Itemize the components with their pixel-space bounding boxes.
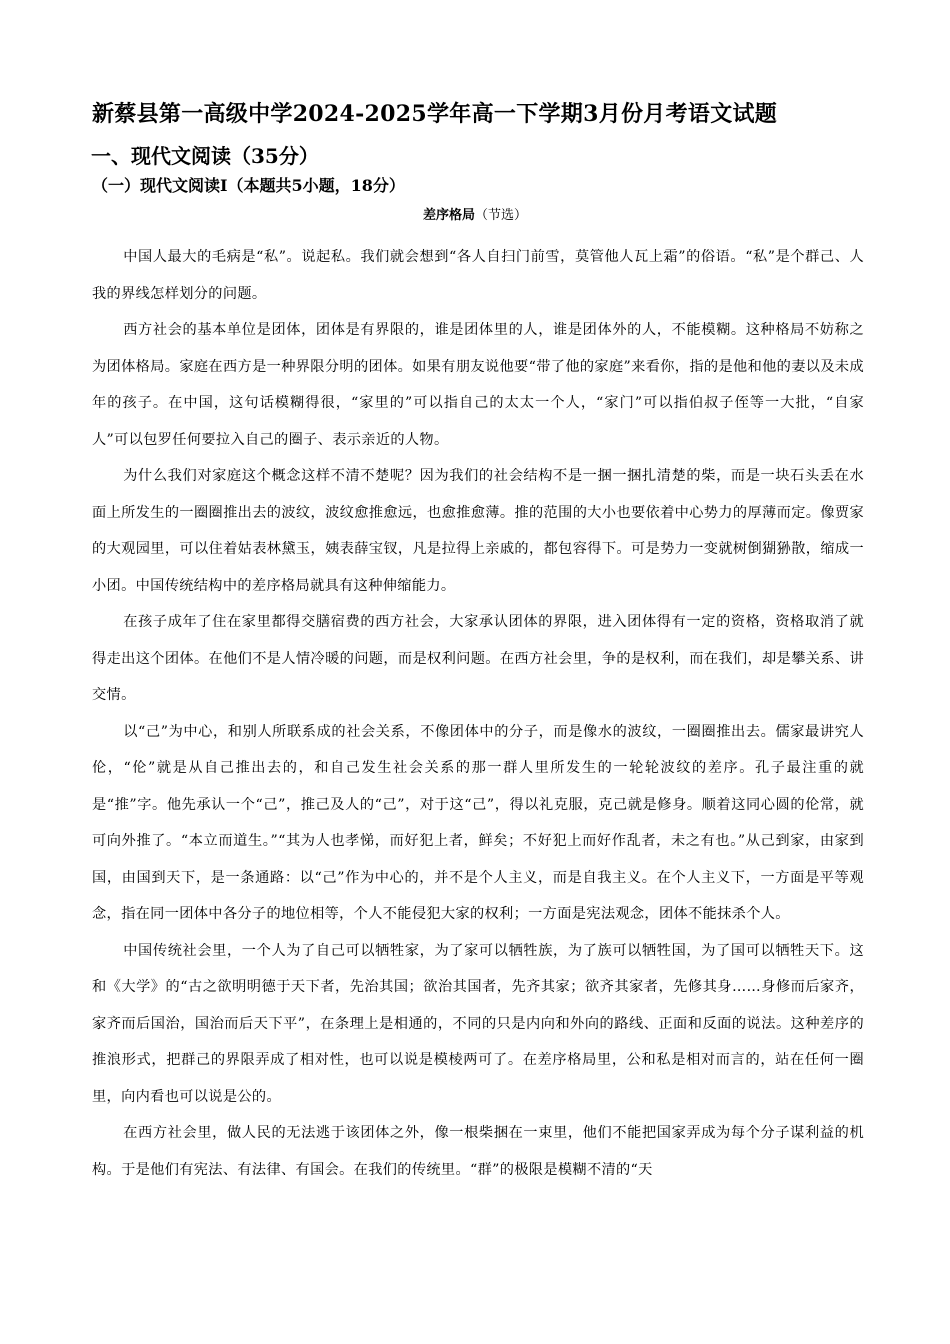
- subsection-heading: （一）现代文阅读I（本题共5小题，18分）: [92, 176, 405, 195]
- paragraph: 中国传统社会里，一个人为了自己可以牺牲家，为了家可以牺牲族，为了族可以牺牲国，为了国可以牺牲天下。这和《大学》的“古之欲明明德于天下者，先治其国；欲治其国者，先齐其家；欲齐其家者，先修其身……身修而后家齐，家齐而后国治，国治而后天下平”，在条理上是相通的，不同的只是内向和外向的路线、正面和反面的说法。这种差序的推浪形式，把群己的界限弄成了相对性，也可以说是模棱两可了。在差序格局里，公和私是相对而言的，站在任何一圈里，向内看也可以说是公的。: [92, 942, 864, 1105]
- paragraph: 以“己”为中心，和别人所联系成的社会关系，不像团体中的分子，而是像水的波纹，一圈圈推出去。儒家最讲究人伦，“伦”就是从自己推出去的，和自己发生社会关系的那一群人里所发生的一轮轮波纹的差序。孔子最注重的就是“推”字。他先承认一个“己”，推己及人的“己”，对于这“己”，得以礼克服，克己就是修身。顺着这同心圆的伦常，就可向外推了。“本立而道生。”“其为人也孝悌，而好犯上者，鲜矣；不好犯上而好作乱者，未之有也。”从己到家，由家到国，由国到天下，是一条通路：以“己”作为中心的，并不是个人主义，而是自我主义。在个人主义下，一方面是平等观念，指在同一团体中各分子的地位相等，个人不能侵犯大家的权利；一方面是宪法观念，团体不能抹杀个人。: [92, 723, 865, 922]
- paragraph: 西方社会的基本单位是团体，团体是有界限的，谁是团体里的人，谁是团体外的人，不能模糊。这种格局不妨称之为团体格局。家庭在西方是一种界限分明的团体。如果有朋友说他要“带了他的家庭”来看你，指的是他和他的妻以及未成年的孩子。在中国，这句话模糊得很，“家里的”可以指自己的太太一个人，“家门”可以指伯叔子侄等一大批，“自家人”可以包罗任何要拉入自己的圈子、表示亲近的人物。: [92, 322, 864, 448]
- article-body: [92, 239, 864, 1188]
- paragraph: 在孩子成年了住在家里都得交膳宿费的西方社会，大家承认团体的界限，进入团体得有一定的资格，资格取消了就得走出这个团体。在他们不是人情冷暖的问题，而是权利问题。在西方社会里，争的是权利，而在我们，却是攀关系、讲交情。: [92, 614, 864, 703]
- article-title: [0, 205, 950, 227]
- paragraph: 在西方社会里，做人民的无法逃于该团体之外，像一根柴捆在一束里，他们不能把国家弄成为每个分子谋利益的机构。于是他们有宪法、有法律、有国会。在我们的传统里。“群”的极限是模糊不清的“天: [92, 1125, 864, 1178]
- section-heading: 一、现代文阅读（35分）: [91, 144, 319, 168]
- article-title-main: 差序格局: [422, 208, 475, 223]
- paragraph: 为什么我们对家庭这个概念这样不清不楚呢？因为我们的社会结构不是一捆一捆扎清楚的柴，而是一块石头丢在水面上所发生的一圈圈推出去的波纹，波纹愈推愈远，也愈推愈薄。推的范围的大小也要依着中心势力的厚薄而定。像贾家的大观园里，可以住着姑表林黛玉，姨表薛宝钗，凡是拉得上亲戚的，都包容得下。可是势力一变就树倒猢狲散，缩成一小团。中国传统结构中的差序格局就具有这种伸缩能力。: [92, 468, 864, 594]
- paragraph: 中国人最大的毛病是“私”。说起私。我们就会想到“各人自扫门前雪，莫管他人瓦上霜”的俗语。“私”是个群己、人我的界线怎样划分的问题。: [92, 249, 864, 302]
- exam-title: 新蔡县第一高级中学2024-2025学年高一下学期3月份月考语文试题: [92, 101, 778, 127]
- article-title-note: （节选）: [475, 208, 528, 223]
